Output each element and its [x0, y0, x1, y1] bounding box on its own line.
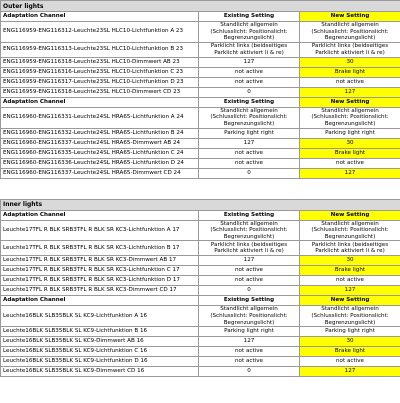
adaptation-channel-cell: Leuchte17TFL R BLK SRB3TFL R BLK SR KC3-Lichtfunktion C 17 — [1, 266, 199, 276]
header-adaptation-channel: Adaptation Channel — [1, 210, 199, 220]
existing-setting-cell: Parklicht links (beidseitiges Parklicht aktiviert li & re) — [199, 42, 300, 57]
table-row — [1, 148, 400, 158]
adaptation-channel-cell: Leuchte16BLK SLB35BLK SL KC9-Lichtfunktion B 16 — [1, 327, 199, 337]
existing-setting-cell: 0 — [199, 87, 300, 97]
existing-setting-cell: not active — [199, 276, 300, 286]
adaptation-channel-cell: ENG116960-ENG116331-Leuchte24SL HRA65-Lichtfunktion A 24 — [1, 107, 199, 128]
outer-section-title-row — [1, 1, 400, 12]
inner-lights-table — [0, 199, 400, 378]
header-adaptation-channel: Adaptation Channel — [1, 97, 199, 107]
new-setting-cell: Standlicht allgemein (Schlusslicht: Positionslicht: Begrenzungslicht) — [300, 220, 400, 241]
adaptation-channel-cell: ENG116959-ENG116318-Leuchte23SL HLC10-Dimmwert CD 23 — [1, 87, 199, 97]
table-header-row — [1, 296, 400, 306]
section-spacer — [0, 179, 400, 199]
table-header-row — [1, 97, 400, 107]
existing-setting-cell: not active — [199, 266, 300, 276]
adaptation-channel-cell: ENG116960-ENG116337-Leuchte24SL HRA65-Dimmwert CD 24 — [1, 168, 199, 178]
header-new-setting: New Setting — [300, 296, 400, 306]
existing-setting-cell: not active — [199, 67, 300, 77]
table-header-row — [1, 210, 400, 220]
header-existing-setting: Existing Setting — [199, 97, 300, 107]
table-row — [1, 22, 400, 43]
existing-setting-cell: 0 — [199, 168, 300, 178]
table-row — [1, 266, 400, 276]
adaptation-channel-cell: ENG116959-ENG116318-Leuchte23SL HLC10-Dimmwert AB 23 — [1, 57, 199, 67]
existing-setting-cell: 127 — [199, 256, 300, 266]
header-adaptation-channel: Adaptation Channel — [1, 296, 199, 306]
new-setting-cell: Brake light — [300, 266, 400, 276]
new-setting-cell: 127 — [300, 367, 400, 377]
new-setting-cell: 127 — [300, 168, 400, 178]
existing-setting-cell: 0 — [199, 286, 300, 296]
table-row — [1, 220, 400, 241]
table-row — [1, 168, 400, 178]
adaptation-channel-cell: Leuchte16BLK SLB35BLK SL KC9-Dimmwert CD 16 — [1, 367, 199, 377]
header-adaptation-channel: Adaptation Channel — [1, 12, 199, 22]
adaptation-channel-cell: Leuchte17TFL R BLK SRB3TFL R BLK SR KC3-Lichtfunktion D 17 — [1, 276, 199, 286]
section-title: Inner lights — [1, 199, 400, 210]
adaptation-channel-cell: ENG116960-ENG116335-Leuchte24SL HRA65-Lichtfunktion C 24 — [1, 148, 199, 158]
inner-section-title-row — [1, 199, 400, 210]
adaptation-channel-cell: ENG116959-ENG116313-Leuchte23SL HLC10-Lichtfunktion B 23 — [1, 42, 199, 57]
new-setting-cell: Brake light — [300, 347, 400, 357]
header-existing-setting: Existing Setting — [199, 210, 300, 220]
table-row — [1, 67, 400, 77]
table-row — [1, 357, 400, 367]
adaptation-channel-cell: Leuchte16BLK SLB35BLK SL KC9-Dimmwert AB 16 — [1, 337, 199, 347]
existing-setting-cell: Parking light right — [199, 128, 300, 138]
existing-setting-cell: Standlicht allgemein (Schlusslicht: Positionslicht: Begrenzungslicht) — [199, 220, 300, 241]
new-setting-cell: Brake light — [300, 67, 400, 77]
table-row — [1, 138, 400, 148]
adaptation-channel-cell: ENG116959-ENG116316-Leuchte23SL HLC10-Lichtfunktion C 23 — [1, 67, 199, 77]
new-setting-cell: Standlicht allgemein (Schlusslicht: Positionslicht: Begrenzungslicht) — [300, 306, 400, 327]
table-row — [1, 286, 400, 296]
adaptation-channel-cell: Leuchte16BLK SLB35BLK SL KC9-Lichtfunktion C 16 — [1, 347, 199, 357]
table-row — [1, 276, 400, 286]
header-existing-setting: Existing Setting — [199, 12, 300, 22]
existing-setting-cell: not active — [199, 158, 300, 168]
adaptation-channel-cell: Leuchte16BLK SLB35BLK SL KC9-Lichtfunktion A 16 — [1, 306, 199, 327]
table-row — [1, 327, 400, 337]
existing-setting-cell: 127 — [199, 138, 300, 148]
existing-setting-cell: not active — [199, 357, 300, 367]
table-row — [1, 337, 400, 347]
existing-setting-cell: 127 — [199, 337, 300, 347]
adaptation-channel-cell: ENG116960-ENG116336-Leuchte24SL HRA65-Lichtfunktion D 24 — [1, 158, 199, 168]
table-row — [1, 57, 400, 67]
existing-setting-cell: Standlicht allgemein (Schlusslicht: Positionslicht: Begrenzungslicht) — [199, 107, 300, 128]
existing-setting-cell: Standlicht allgemein (Schlusslicht: Positionslicht: Begrenzungslicht) — [199, 306, 300, 327]
existing-setting-cell: 0 — [199, 367, 300, 377]
new-setting-cell: 127 — [300, 87, 400, 97]
new-setting-cell: not active — [300, 276, 400, 286]
new-setting-cell: Parklicht links (beidseitiges Parklicht aktiviert li & re) — [300, 42, 400, 57]
new-setting-cell: not active — [300, 158, 400, 168]
new-setting-cell: 30 — [300, 337, 400, 347]
table-row — [1, 87, 400, 97]
adaptation-channel-cell: Leuchte16BLK SLB35BLK SL KC9-Lichtfunktion D 16 — [1, 357, 199, 367]
adaptation-channel-cell: Leuchte17TFL R BLK SRB3TFL R BLK SR KC3-Lichtfunktion B 17 — [1, 241, 199, 256]
new-setting-cell: Parklicht links (beidseitiges Parklicht aktiviert li & re) — [300, 241, 400, 256]
section-title: Outer lights — [1, 1, 400, 12]
header-new-setting: New Setting — [300, 210, 400, 220]
existing-setting-cell: 127 — [199, 57, 300, 67]
existing-setting-cell: not active — [199, 347, 300, 357]
new-setting-cell: 30 — [300, 256, 400, 266]
new-setting-cell: Brake light — [300, 148, 400, 158]
table-row — [1, 306, 400, 327]
table-row — [1, 367, 400, 377]
table-row — [1, 241, 400, 256]
table-header-row — [1, 12, 400, 22]
table-row — [1, 347, 400, 357]
adaptation-channel-cell: Leuchte17TFL R BLK SRB3TFL R BLK SR KC3-Dimmwert AB 17 — [1, 256, 199, 266]
table-row — [1, 158, 400, 168]
table-row — [1, 42, 400, 57]
adaptation-channel-cell: Leuchte17TFL R BLK SRB3TFL R BLK SR KC3-Lichtfunktion A 17 — [1, 220, 199, 241]
header-new-setting: New Setting — [300, 97, 400, 107]
existing-setting-cell: Parking light right — [199, 327, 300, 337]
adaptation-channel-cell: ENG116959-ENG116312-Leuchte23SL HLC10-Lichtfunktion A 23 — [1, 22, 199, 43]
new-setting-cell: Parking light right — [300, 327, 400, 337]
table-row — [1, 77, 400, 87]
new-setting-cell: Standlicht allgemein (Schlusslicht: Positionslicht: Begrenzungslicht) — [300, 22, 400, 43]
adaptation-channel-cell: ENG116960-ENG116337-Leuchte24SL HRA65-Dimmwert AB 24 — [1, 138, 199, 148]
new-setting-cell: not active — [300, 357, 400, 367]
header-existing-setting: Existing Setting — [199, 296, 300, 306]
adaptation-channel-cell: ENG116959-ENG116317-Leuchte23SL HLC10-Lichtfunktion D 23 — [1, 77, 199, 87]
new-setting-cell: not active — [300, 77, 400, 87]
table-row — [1, 107, 400, 128]
new-setting-cell: 30 — [300, 138, 400, 148]
header-new-setting: New Setting — [300, 12, 400, 22]
outer-lights-table — [0, 0, 400, 179]
table-row — [1, 256, 400, 266]
table-row — [1, 128, 400, 138]
new-setting-cell: Standlicht allgemein (Schlusslicht: Positionslicht: Begrenzungslicht) — [300, 107, 400, 128]
existing-setting-cell: Standlicht allgemein (Schlusslicht: Positionslicht: Begrenzungslicht) — [199, 22, 300, 43]
existing-setting-cell: not active — [199, 148, 300, 158]
new-setting-cell: 30 — [300, 57, 400, 67]
adaptation-channel-cell: ENG116960-ENG116332-Leuchte24SL HRA65-Lichtfunktion B 24 — [1, 128, 199, 138]
existing-setting-cell: not active — [199, 77, 300, 87]
adaptation-channel-cell: Leuchte17TFL R BLK SRB3TFL R BLK SR KC3-Dimmwert CD 17 — [1, 286, 199, 296]
existing-setting-cell: Parklicht links (beidseitiges Parklicht aktiviert li & re) — [199, 241, 300, 256]
new-setting-cell: Parking light right — [300, 128, 400, 138]
new-setting-cell: 127 — [300, 286, 400, 296]
